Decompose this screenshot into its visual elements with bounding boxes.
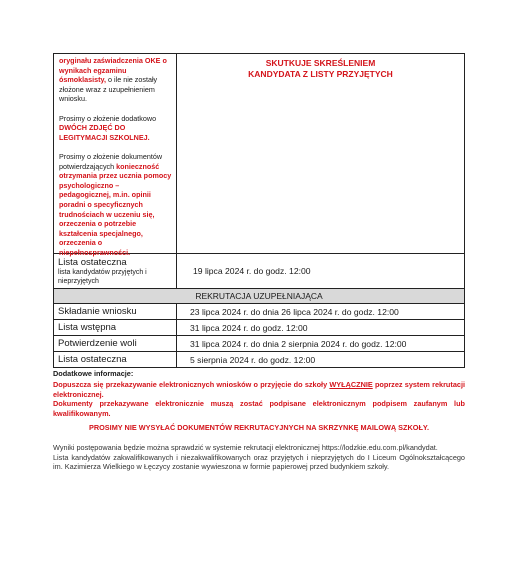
signature-note: Dokumenty przekazywane elektronicznie muszą zostać podpisane elektronicznym podpisem zaufanym lub kwalifikowanym.	[53, 399, 465, 418]
supplementary-header	[53, 289, 465, 304]
electronic-applications-note	[53, 380, 465, 399]
row-date: 31 lipca 2024 r. do godz. 12:00	[190, 322, 308, 333]
table-row	[53, 336, 465, 352]
oke-certificate-note: o ile nie zostały złożone wraz z uzupełnieniem wniosku.	[59, 75, 158, 104]
final-list-subtitle: lista kandydatów przyjętych i nieprzyjętych	[58, 269, 147, 285]
additional-info	[53, 369, 465, 472]
table-row	[53, 352, 465, 368]
photos-requirement: DWÓCH ZDJĘĆ DO LEGITYMACJI SZKOLNEJ.	[59, 123, 150, 142]
note-line1-part2: poprzez system rekrutacji elektronicznej.	[53, 380, 465, 399]
final-list-label-cell	[54, 254, 177, 288]
no-email-warning: PROSIMY NIE WYSYŁAĆ DOKUMENTÓW REKRUTACYJNYCH NA SKRZYNKĘ MAILOWĄ SZKOŁY.	[89, 423, 429, 433]
docs-requirement: konieczność otrzymania przez ucznia pomocy psychologiczno – pedagogicznej, m.in. opinii poradni o specyficznych trudnościach w uczeniu się, orzeczenia o potrzebie kształcenia specjalnego, orzeczenia o niepełnosprawności.	[59, 161, 172, 257]
documents-requirements-cell	[54, 54, 177, 257]
final-list-title: Lista ostateczna	[58, 257, 127, 268]
final-list-date: 19 lipca 2024 r. do godz. 12:00	[193, 266, 311, 276]
consequence-text: SKUTKUJE SKREŚLENIEM KANDYDATA Z LISTY PRZYJĘTYCH	[248, 58, 393, 79]
row-label: Lista ostateczna	[54, 352, 177, 367]
additional-info-header: Dodatkowe informacje:	[53, 369, 134, 378]
photos-intro: Prosimy o złożenie dodatkowo	[59, 113, 157, 123]
docs-intro: Prosimy o złożenie dokumentów potwierdzających	[59, 151, 163, 171]
final-list-row	[53, 254, 465, 289]
row-date: 23 lipca 2024 r. do dnia 26 lipca 2024 r. do godz. 12:00	[190, 306, 399, 317]
supplementary-header-text: REKRUTACJA UZUPEŁNIAJĄCA	[195, 291, 323, 301]
row-label: Potwierdzenie woli	[54, 336, 177, 351]
results-info	[53, 443, 465, 471]
row-label: Składanie wniosku	[54, 304, 177, 319]
table-row	[53, 320, 465, 336]
row-label: Lista wstępna	[54, 320, 177, 335]
table-row	[53, 304, 465, 320]
row-date: 5 sierpnia 2024 r. do godz. 12:00	[190, 354, 316, 365]
results-system-note: Wyniki postępowania będzie można sprawdzić w systemie rekrutacji elektronicznej https://lodzkie.edu.com.pl/kandydat.	[53, 443, 438, 453]
results-list-note: Lista kandydatów zakwalifikowanych i niezakwalifikowanych oraz przyjętych i nieprzyjętych do I Liceum Ogólnokształcącego im. Kazimierza Wielkiego w Łęczycy zostanie wywieszona w formie papierowej przed budynkiem szkoły.	[53, 452, 465, 472]
recruitment-schedule-table	[53, 53, 465, 368]
oke-certificate-text: oryginału zaświadczenia OKE o wynikach egzaminu ósmoklasisty,	[59, 56, 167, 85]
row-date: 31 lipca 2024 r. do dnia 2 sierpnia 2024 r. do godz. 12:00	[190, 338, 407, 349]
consequence-cell	[177, 54, 464, 253]
note-line1-emphasis: WYŁĄCZNIE	[329, 380, 373, 390]
note-line1-part1: Dopuszcza się przekazywanie elektronicznych wniosków o przyjęcie do szkoły	[53, 380, 330, 390]
documents-row	[53, 53, 465, 257]
